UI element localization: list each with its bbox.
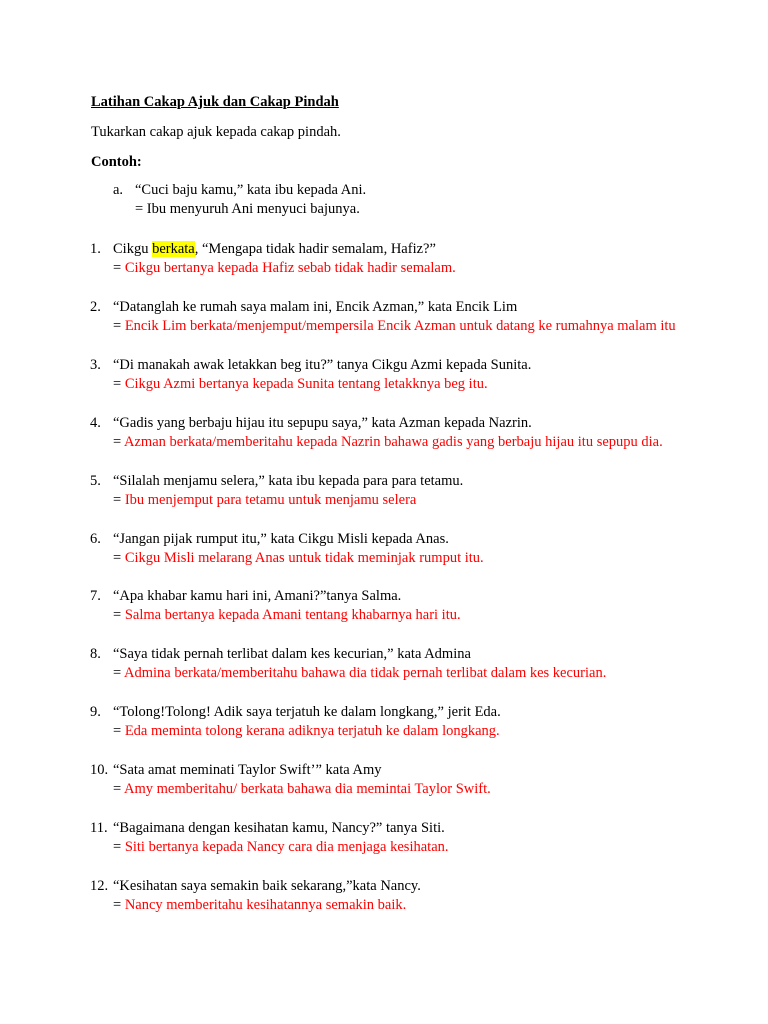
list-item — [90, 414, 678, 452]
item-number: 4. — [90, 415, 101, 431]
item-answer: = Cikgu Misli melarang Anas untuk tidak meminjak rumput itu. — [113, 550, 484, 566]
item-answer: = Amy memberitahu/ berkata bahawa dia memintai Taylor Swift. — [113, 781, 491, 797]
item-answer: = Admina berkata/memberitahu bahawa dia tidak pernah terlibat dalam kes kecurian. — [113, 665, 607, 681]
item-answer: = Siti bertanya kepada Nancy cara dia menjaga kesihatan. — [113, 839, 449, 855]
item-question: “Jangan pijak rumput itu,” kata Cikgu Misli kepada Anas. — [113, 531, 449, 547]
list-item — [90, 819, 678, 857]
item-question: “Apa khabar kamu hari ini, Amani?”tanya Salma. — [113, 588, 402, 604]
item-number: 12. — [90, 878, 109, 894]
item-answer: = Ibu menjemput para tetamu untuk menjamu selera — [113, 492, 417, 508]
item-question: “Sata amat meminati Taylor Swift’” kata Amy — [113, 762, 382, 778]
item-question: “Tolong!Tolong! Adik saya terjatuh ke dalam longkang,” jerit Eda. — [113, 704, 501, 720]
list-item — [90, 472, 678, 510]
item-question: “Di manakah awak letakkan beg itu?” tanya Cikgu Azmi kepada Sunita. — [113, 357, 532, 373]
item-answer: = Cikgu bertanya kepada Hafiz sebab tidak hadir semalam. — [113, 260, 456, 276]
item-question: “Kesihatan saya semakin baik sekarang,”kata Nancy. — [113, 878, 421, 894]
item-number: 3. — [90, 357, 101, 373]
item-answer: = Salma bertanya kepada Amani tentang khabarnya hari itu. — [113, 607, 461, 623]
item-question: Cikgu berkata, “Mengapa tidak hadir semalam, Hafiz?” — [113, 241, 436, 257]
list-item — [90, 587, 678, 625]
item-answer: = Encik Lim berkata/menjemput/mempersila Encik Azman untuk datang ke rumahnya malam itu — [113, 318, 676, 334]
list-item — [90, 240, 678, 278]
example-question: “Cuci baju kamu,” kata ibu kepada Ani. — [135, 182, 367, 198]
item-question: “Datanglah ke rumah saya malam ini, Encik Azman,” kata Encik Lim — [113, 299, 518, 315]
item-number: 8. — [90, 646, 101, 662]
item-answer: = Cikgu Azmi bertanya kepada Sunita tentang letakknya beg itu. — [113, 376, 488, 392]
list-item — [90, 761, 678, 799]
list-item — [90, 530, 678, 568]
item-number: 11. — [90, 820, 108, 836]
list-item — [90, 356, 678, 394]
highlighted-word: berkata — [152, 241, 195, 257]
example-item — [113, 181, 673, 219]
item-number: 5. — [90, 473, 101, 489]
item-number: 7. — [90, 588, 101, 604]
instruction-text: Tukarkan cakap ajuk kepada cakap pindah. — [91, 124, 341, 140]
item-question: “Bagaimana dengan kesihatan kamu, Nancy?” tanya Siti. — [113, 820, 445, 836]
item-number: 2. — [90, 299, 101, 315]
item-answer: = Nancy memberitahu kesihatannya semakin baik. — [113, 897, 407, 913]
list-item — [90, 703, 678, 741]
item-number: 9. — [90, 704, 101, 720]
item-answer: = Eda meminta tolong kerana adiknya terjatuh ke dalam longkang. — [113, 723, 500, 739]
list-item — [90, 645, 678, 683]
item-question: “Silalah menjamu selera,” kata ibu kepada para para tetamu. — [113, 473, 464, 489]
example-marker: a. — [113, 182, 124, 198]
list-item — [90, 877, 678, 915]
list-item — [90, 298, 678, 336]
item-number: 10. — [90, 762, 109, 778]
page-title: Latihan Cakap Ajuk dan Cakap Pindah — [91, 94, 339, 110]
item-question: “Saya tidak pernah terlibat dalam kes kecurian,” kata Admina — [113, 646, 471, 662]
item-question: “Gadis yang berbaju hijau itu sepupu saya,” kata Azman kepada Nazrin. — [113, 415, 532, 431]
item-number: 6. — [90, 531, 101, 547]
item-number: 1. — [90, 241, 101, 257]
item-answer: = Azman berkata/memberitahu kepada Nazrin bahawa gadis yang berbaju hijau itu sepupu dia. — [113, 434, 663, 450]
example-answer: = Ibu menyuruh Ani menyuci bajunya. — [135, 201, 360, 217]
example-heading: Contoh: — [91, 154, 142, 170]
